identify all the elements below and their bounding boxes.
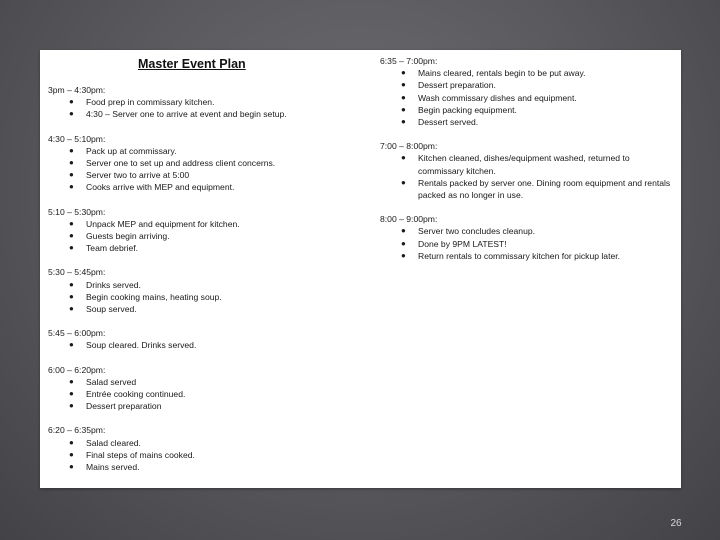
section-time: 4:30 – 5:10pm: <box>48 133 106 144</box>
task-item <box>48 461 368 473</box>
task-item <box>48 169 368 181</box>
section-time: 5:45 – 6:00pm: <box>48 328 106 339</box>
task-list <box>48 145 368 194</box>
bullet-icon: ● <box>69 109 74 119</box>
task-text: Begin packing equipment. <box>418 104 517 115</box>
bullet-icon: ● <box>69 145 74 155</box>
section-time: 5:10 – 5:30pm: <box>48 206 106 217</box>
task-text: Unpack MEP and equipment for kitchen. <box>86 218 240 229</box>
schedule-section <box>380 55 676 128</box>
task-text: Final steps of mains cooked. <box>86 449 195 460</box>
schedule-section <box>48 266 368 315</box>
task-text: Drinks served. <box>86 279 141 290</box>
task-text: Server two to arrive at 5:00 <box>86 170 190 181</box>
task-text: Server two concludes cleanup. <box>418 226 536 237</box>
bullet-icon: ● <box>69 449 74 459</box>
bullet-icon: ● <box>69 279 74 289</box>
task-item <box>380 116 676 128</box>
task-text: Dessert served. <box>418 117 479 128</box>
task-text: Rentals packed by server one. Dining room equipment and rentals packed as no longer in use. <box>418 177 671 201</box>
bullet-icon: ● <box>69 304 74 314</box>
left-column <box>48 50 368 473</box>
bullet-icon: ● <box>401 226 406 236</box>
task-text: Food prep in commissary kitchen. <box>86 97 215 108</box>
task-text: Soup served. <box>86 304 137 315</box>
task-text: Entrée cooking continued. <box>86 389 186 400</box>
task-list <box>48 218 368 255</box>
task-item <box>380 250 676 262</box>
task-text: Dessert preparation <box>86 401 162 412</box>
task-item <box>380 92 676 104</box>
bullet-icon: ● <box>401 117 406 127</box>
document-page <box>40 50 681 488</box>
task-item <box>48 181 368 193</box>
task-item <box>48 230 368 242</box>
bullet-icon: ● <box>401 80 406 90</box>
task-item <box>48 376 368 388</box>
task-text: Salad cleared. <box>86 437 141 448</box>
bullet-icon: ● <box>69 389 74 399</box>
task-list <box>380 225 676 262</box>
bullet-icon: ● <box>69 97 74 107</box>
task-text: Salad served <box>86 376 137 387</box>
task-item <box>380 225 676 237</box>
task-item <box>48 96 368 108</box>
task-list <box>48 96 368 120</box>
task-item <box>48 449 368 461</box>
bullet-icon: ● <box>401 177 406 187</box>
task-text: Soup cleared. Drinks served. <box>86 340 197 351</box>
bullet-icon: ● <box>401 68 406 78</box>
task-text: Guests begin arriving. <box>86 231 170 242</box>
task-text: Cooks arrive with MEP and equipment. <box>86 182 235 193</box>
schedule-section <box>48 327 368 351</box>
bullet-icon: ● <box>69 437 74 447</box>
task-item <box>48 400 368 412</box>
task-text: Server one to set up and address client concerns. <box>86 158 276 169</box>
task-item <box>48 242 368 254</box>
bullet-icon: ● <box>69 340 74 350</box>
task-list <box>380 67 676 128</box>
schedule-section <box>48 84 368 121</box>
document-title: Master Event Plan <box>138 57 246 71</box>
task-list <box>48 279 368 316</box>
left-sections <box>48 84 368 473</box>
slide-number: 26 <box>670 518 682 529</box>
schedule-section <box>48 206 368 255</box>
bullet-icon: ● <box>69 462 74 472</box>
bullet-icon: ● <box>69 182 74 192</box>
section-time: 3pm – 4:30pm: <box>48 85 106 95</box>
task-item <box>380 79 676 91</box>
task-item <box>48 388 368 400</box>
task-item <box>380 152 676 176</box>
bullet-icon: ● <box>69 158 74 168</box>
section-time: 6:35 – 7:00pm: <box>380 56 438 66</box>
task-item <box>48 145 368 157</box>
bullet-icon: ● <box>69 243 74 253</box>
schedule-section <box>48 133 368 194</box>
task-item <box>48 218 368 230</box>
bullet-icon: ● <box>401 92 406 102</box>
task-list <box>48 339 368 351</box>
schedule-section <box>380 140 676 201</box>
bullet-icon: ● <box>69 401 74 411</box>
bullet-icon: ● <box>401 238 406 248</box>
task-item <box>48 157 368 169</box>
task-text: Mains cleared, rentals begin to be put away. <box>418 68 586 79</box>
task-text: Done by 9PM LATEST! <box>418 238 507 249</box>
bullet-icon: ● <box>69 218 74 228</box>
task-item <box>48 291 368 303</box>
task-text: Wash commissary dishes and equipment. <box>418 92 577 103</box>
bullet-icon: ● <box>69 376 74 386</box>
task-list <box>380 152 676 201</box>
section-time: 5:30 – 5:45pm: <box>48 267 106 278</box>
bullet-icon: ● <box>401 153 406 163</box>
section-time: 7:00 – 8:00pm: <box>380 141 438 152</box>
task-list <box>48 437 368 474</box>
task-text: 4:30 – Server one to arrive at event and begin setup. <box>86 109 287 120</box>
task-item <box>48 339 368 351</box>
right-column <box>380 50 676 262</box>
task-item <box>380 67 676 79</box>
bullet-icon: ● <box>401 250 406 260</box>
section-time: 8:00 – 9:00pm: <box>380 214 438 225</box>
bullet-icon: ● <box>401 104 406 114</box>
task-item <box>380 238 676 250</box>
task-item <box>48 279 368 291</box>
task-text: Dessert preparation. <box>418 80 496 91</box>
bullet-icon: ● <box>69 231 74 241</box>
bullet-icon: ● <box>69 170 74 180</box>
task-list <box>48 376 368 413</box>
section-time: 6:00 – 6:20pm: <box>48 364 106 375</box>
task-item <box>380 177 676 201</box>
task-item <box>48 437 368 449</box>
task-text: Kitchen cleaned, dishes/equipment washed, returned to commissary kitchen. <box>418 153 630 176</box>
schedule-section <box>48 424 368 473</box>
bullet-icon: ● <box>69 291 74 301</box>
schedule-section <box>48 364 368 413</box>
task-item <box>380 104 676 116</box>
task-text: Pack up at commissary. <box>86 145 177 156</box>
task-text: Begin cooking mains, heating soup. <box>86 291 222 302</box>
task-text: Mains served. <box>86 462 140 473</box>
task-item <box>48 303 368 315</box>
task-text: Team debrief. <box>86 243 139 254</box>
right-sections <box>380 55 676 262</box>
task-item <box>48 108 368 120</box>
schedule-section <box>380 213 676 262</box>
task-text: Return rentals to commissary kitchen for pickup later. <box>418 250 621 261</box>
section-time: 6:20 – 6:35pm: <box>48 425 106 436</box>
